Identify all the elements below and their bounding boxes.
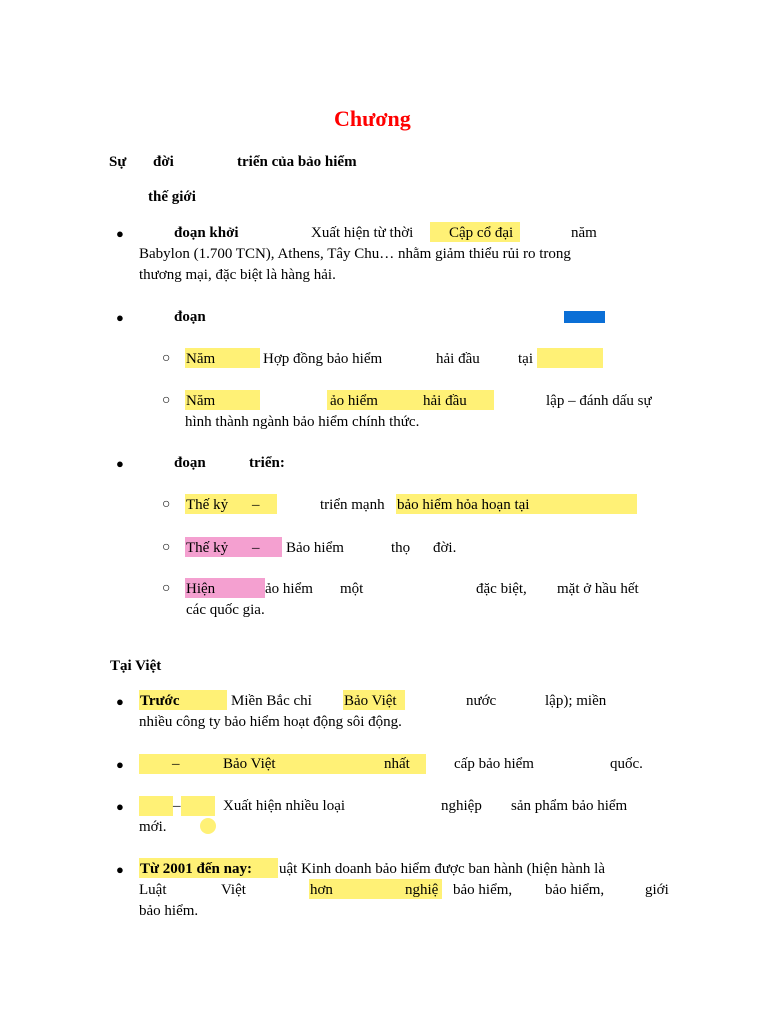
v4-line3: bảo hiểm. [139,903,199,919]
v3-text-b: nghiệp [441,798,482,814]
highlight-block [139,796,173,816]
g3-s3-text-d: mặt ở hầu hết [557,581,639,597]
g1-text-b: năm [571,225,597,241]
highlight-block [537,348,603,368]
g3-s2-era: Thế kỷ [186,540,229,556]
g2-s2-text-a: ảo hiểm [330,393,378,409]
v3-dash: – [173,798,181,814]
v1-text-b: nước [466,693,497,709]
circle-bullet-icon: ○ [162,497,171,512]
g3-s1-dash: – [252,497,260,513]
v4-word-1: Luật [139,882,167,898]
v4-word-3: bảo hiểm, [453,882,513,898]
bullet-icon: ● [116,862,124,877]
v4-word-5: giới [645,882,669,898]
v1-highlight: Bảo Việt [344,693,397,709]
g3-label2: triển: [249,455,285,471]
section-heading-world-line2: thế giới [148,189,196,205]
v1-label: Trước [140,693,180,709]
g3-s3-text-a: ảo hiểm [265,581,313,597]
g2-s1-year: Năm [186,351,216,367]
g3-s1-highlight: bảo hiểm hỏa hoạn tại [397,497,530,513]
v4-highlight2: nghiệ [405,882,439,898]
g2-s1-text-a: Hợp đồng bảo hiểm [263,351,383,367]
v1-line2: nhiều công ty bảo hiểm hoạt động sôi động. [139,714,402,730]
g3-s3-line2: các quốc gia. [186,602,265,618]
g3-s1-text-a: triển mạnh [320,497,385,513]
circle-bullet-icon: ○ [162,393,171,408]
v4-label: Từ 2001 đến nay: [140,861,252,877]
circle-bullet-icon: ○ [162,581,171,596]
v2-dash: – [172,756,180,772]
g2-s2-text-b: hải đầu [423,393,467,409]
g1-highlight: Cập cổ đại [449,225,514,241]
bullet-icon: ● [116,456,124,471]
bullet-icon: ● [116,226,124,241]
v2-highlight2: nhất [384,756,410,772]
g3-s3-text-b: một [340,581,364,597]
section-heading-vietnam: Tại Việt [110,658,162,674]
g2-s1-text-c: tại [518,351,533,367]
page-title: Chương [334,106,411,131]
bullet-icon: ● [116,694,124,709]
section-heading-world-1: Sự [109,154,127,170]
v1-text-c: lập); miền [545,693,607,709]
v2-text-a: cấp bảo hiểm [454,756,534,772]
blue-redaction-block [564,311,605,323]
v3-line2: mới. [139,819,167,835]
v4-word-4: bảo hiểm, [545,882,605,898]
v2-highlight: Bảo Việt [223,756,276,772]
bullet-icon: ● [116,799,124,814]
g3-s2-text-c: đời. [433,540,457,556]
g1-label: đoạn khởi [174,225,239,241]
g2-s2-text-c: lập – đánh dấu sự [546,393,652,409]
g3-s2-text-a: Bảo hiểm [286,540,344,556]
g3-s3-era: Hiện [186,581,216,597]
circle-bullet-icon: ○ [162,351,171,366]
v3-text-a: Xuất hiện nhiều loại [223,798,346,814]
v1-text-a: Miền Bắc chỉ [231,693,312,709]
g1-line2: Babylon (1.700 TCN), Athens, Tây Chu… nhằm giảm thiểu rủi ro trong [139,246,571,262]
g1-line3: thương mại, đặc biệt là hàng hải. [139,267,336,283]
highlight-block [139,754,426,774]
g2-s2-year: Năm [186,393,216,409]
v2-text-b: quốc. [610,756,643,772]
g3-label: đoạn [174,455,206,471]
circle-bullet-icon: ○ [162,540,171,555]
v3-text-c: sản phẩm bảo hiểm [511,798,628,814]
section-heading-world-2: đời [153,154,174,170]
g3-s2-dash: – [252,540,260,556]
g3-s2-text-b: thọ [391,540,411,556]
g3-s1-era: Thế kỷ [186,497,229,513]
g1-text-a: Xuất hiện từ thời [311,225,414,241]
bullet-icon: ● [116,310,124,325]
v4-word-2: Việt [221,882,246,898]
v4-text-a: uật Kinh doanh bảo hiểm được ban hành (hiện hành là [279,861,605,877]
bullet-icon: ● [116,757,124,772]
g2-label: đoạn [174,309,206,325]
g2-s2-line2: hình thành ngành bảo hiểm chính thức. [185,414,420,430]
section-heading-world-3: triển của bảo hiểm [237,154,357,170]
g3-s3-text-c: đặc biệt, [476,581,527,597]
v4-highlight: hơn [310,882,333,898]
highlight-block [181,796,215,816]
highlight-dot [200,818,216,834]
g2-s1-text-b: hải đầu [436,351,480,367]
